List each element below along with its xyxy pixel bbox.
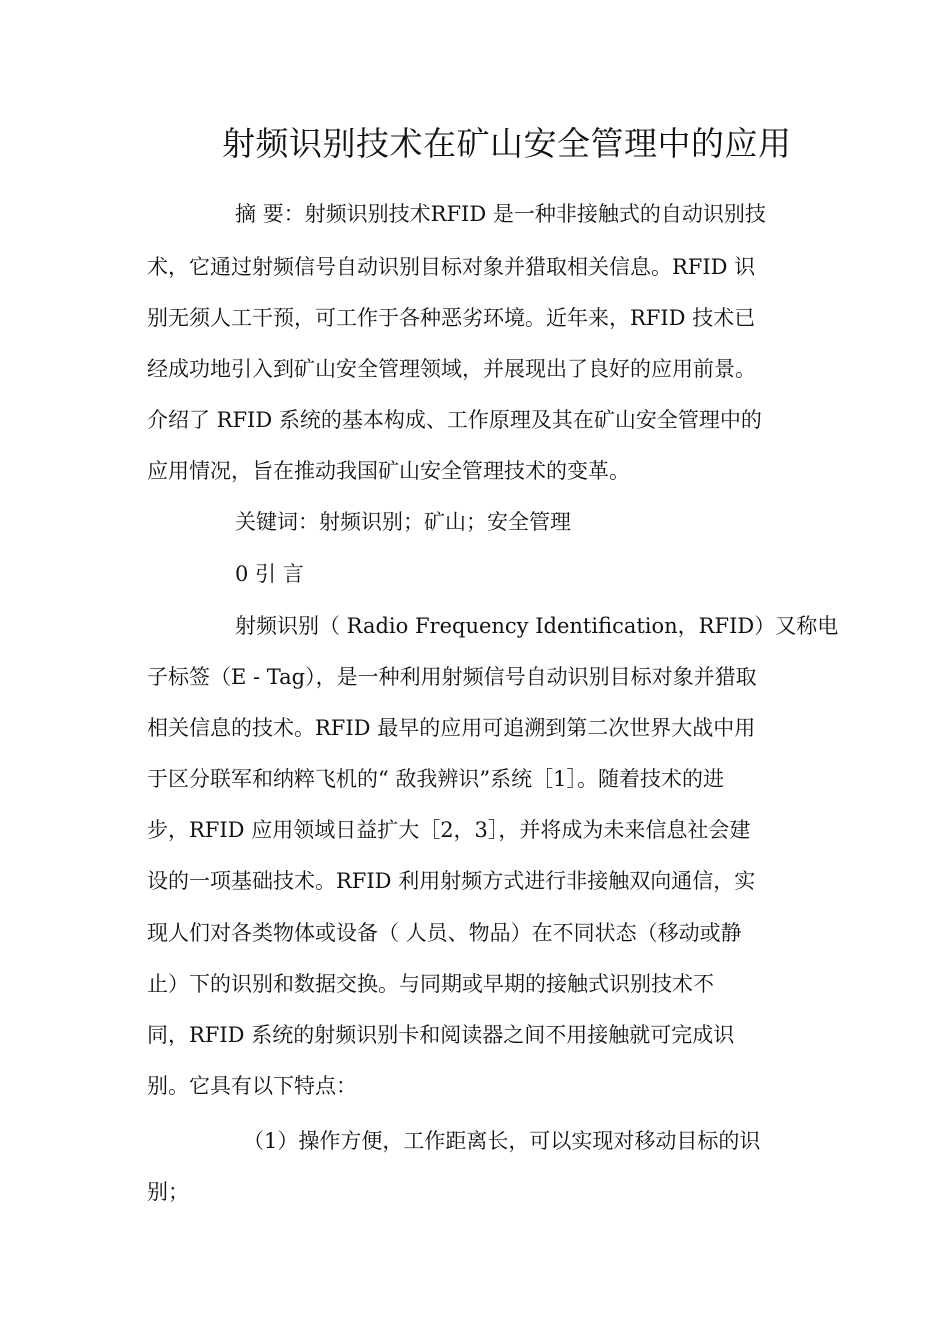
intro-line: 现人们对各类物体或设备（ 人员、物品）在不同状态（移动或静	[147, 921, 742, 945]
abstract-line: 经成功地引入到矿山安全管理领域，并展现出了良好的应用前景。	[147, 357, 756, 381]
document-title: 射频识别技术在矿山安全管理中的应用	[222, 124, 792, 163]
section-heading: 0 引 言	[235, 562, 304, 586]
abstract-line: 应用情况，旨在推动我国矿山安全管理技术的变革。	[147, 459, 630, 483]
intro-line: 步，RFID 应用领域日益扩大［2，3］，并将成为未来信息社会建	[147, 818, 751, 842]
intro-line: 止）下的识别和数据交换。与同期或早期的接触式识别技术不	[147, 972, 714, 996]
feature-line: （1）操作方便，工作距离长，可以实现对移动目标的识	[243, 1129, 761, 1153]
intro-line: 设的一项基础技术。RFID 利用射频方式进行非接触双向通信，实	[147, 869, 756, 893]
intro-line: 射频识别（ Radio Frequency Identification，RFID）又称电	[235, 614, 839, 638]
abstract-line: 介绍了 RFID 系统的基本构成、工作原理及其在矿山安全管理中的	[147, 408, 762, 432]
intro-line: 子标签（E - Tag），是一种利用射频信号自动识别目标对象并猎取	[147, 665, 757, 689]
keywords: 关键词：射频识别；矿山；安全管理	[235, 510, 571, 534]
feature-line: 别；	[147, 1180, 189, 1204]
abstract-line: 摘 要：射频识别技术RFID 是一种非接触式的自动识别技	[235, 202, 766, 226]
intro-line: 于区分联军和纳粹飞机的“ 敌我辨识”系统［1］。随着技术的进	[147, 767, 725, 791]
intro-line: 别。它具有以下特点：	[147, 1074, 357, 1098]
abstract-line: 术，它通过射频信号自动识别目标对象并猎取相关信息。RFID 识	[147, 255, 756, 279]
abstract-line: 别无须人工干预，可工作于各种恶劣环境。近年来，RFID 技术已	[147, 306, 756, 330]
intro-line: 相关信息的技术。RFID 最早的应用可追溯到第二次世界大战中用	[147, 716, 756, 740]
intro-line: 同，RFID 系统的射频识别卡和阅读器之间不用接触就可完成识	[147, 1023, 735, 1047]
